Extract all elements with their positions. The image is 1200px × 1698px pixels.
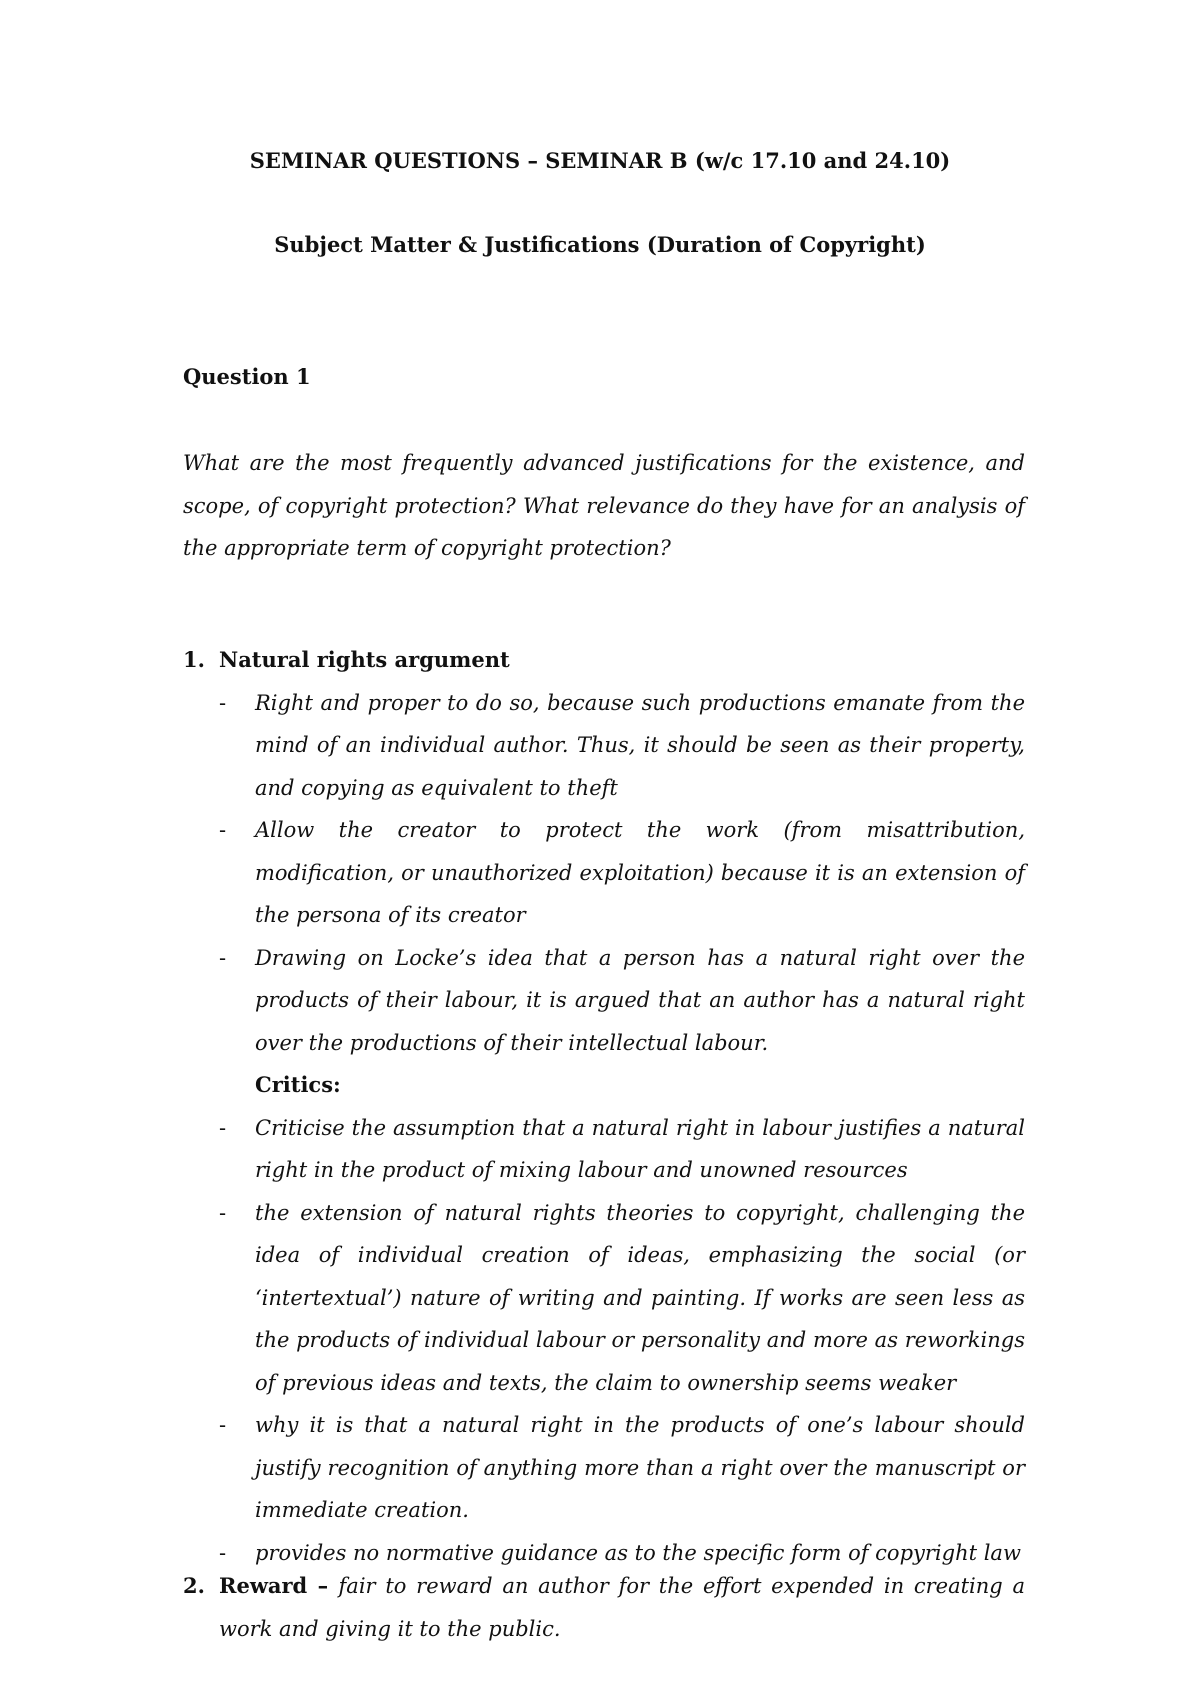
- bullet-marker: -: [219, 690, 227, 715]
- section-body: [183, 1565, 1025, 1650]
- bullet-item: [183, 937, 1025, 1065]
- bullet-text: the extension of natural rights theories to copyright, challenging the idea of individual creation of ideas, emphasizing the social (or ‘intertextual’) nature of writing and painting. If works are seen less as the products of individual labour or personality and more as reworkings of previous ideas and texts, the claim to ownership seems weaker: [255, 1200, 1025, 1395]
- section-reward: [183, 1565, 1025, 1650]
- critics-label: Critics:: [255, 1072, 341, 1097]
- section-description: fair to reward an author for the effort expended in creating a work and giving it to the public.: [219, 1574, 1025, 1641]
- bullet-item: [183, 1107, 1025, 1192]
- bullet-list: [183, 682, 1025, 1065]
- bullet-marker: -: [219, 945, 227, 970]
- document-title: SEMINAR QUESTIONS – SEMINAR B (w/c 17.10 and 24.10): [249, 148, 951, 173]
- section-separator: –: [307, 1573, 339, 1598]
- document-subtitle: Subject Matter & Justifications (Duration of Copyright): [274, 232, 926, 257]
- bullet-marker: -: [219, 1540, 227, 1565]
- bullet-text: Drawing on Locke’s idea that a person has a natural right over the products of their labour, it is argued that an author has a natural right over the productions of their intellectual labour.: [255, 945, 1025, 1055]
- bullet-marker: -: [219, 1115, 227, 1140]
- bullet-item: [183, 1192, 1025, 1405]
- question-heading: Question 1: [183, 364, 311, 389]
- bullet-marker: -: [219, 1413, 227, 1437]
- bullet-text: Right and proper to do so, because such productions emanate from the mind of an individual author. Thus, it should be seen as their property, and copying as equivalent to theft: [255, 690, 1025, 800]
- section-title: Reward: [219, 1573, 308, 1598]
- section-number: 2.: [183, 1573, 205, 1598]
- bullet-text: why it is that a natural right in the products of one’s labour should justify recognition of anything more than a right over the manuscript or immediate creation.: [255, 1413, 1025, 1522]
- section-natural-rights: [183, 639, 1025, 1574]
- bullet-item: [183, 1404, 1025, 1532]
- bullet-item: [183, 682, 1025, 810]
- bullet-item: [183, 809, 1025, 937]
- critics-bullet-list: [183, 1107, 1025, 1575]
- section-number: 1.: [183, 647, 205, 672]
- bullet-text: Criticise the assumption that a natural right in labour justifies a natural right in the product of mixing labour and unowned resources: [255, 1115, 1025, 1182]
- section-heading: [183, 639, 1025, 682]
- question-text: What are the most frequently advanced justifications for the existence, and scope, of copyright protection? What relevance do they have for an analysis of the appropriate term of copyright protection?: [183, 451, 1025, 560]
- bullet-text: Allow the creator to protect the work (from misattribution, modification, or unauthorized exploitation) because it is an extension of the persona of its creator: [255, 818, 1025, 927]
- section-title: Natural rights argument: [219, 647, 510, 672]
- bullet-marker: -: [219, 818, 227, 842]
- bullet-marker: -: [219, 1200, 227, 1225]
- bullet-text: provides no normative guidance as to the specific form of copyright law: [255, 1540, 1021, 1565]
